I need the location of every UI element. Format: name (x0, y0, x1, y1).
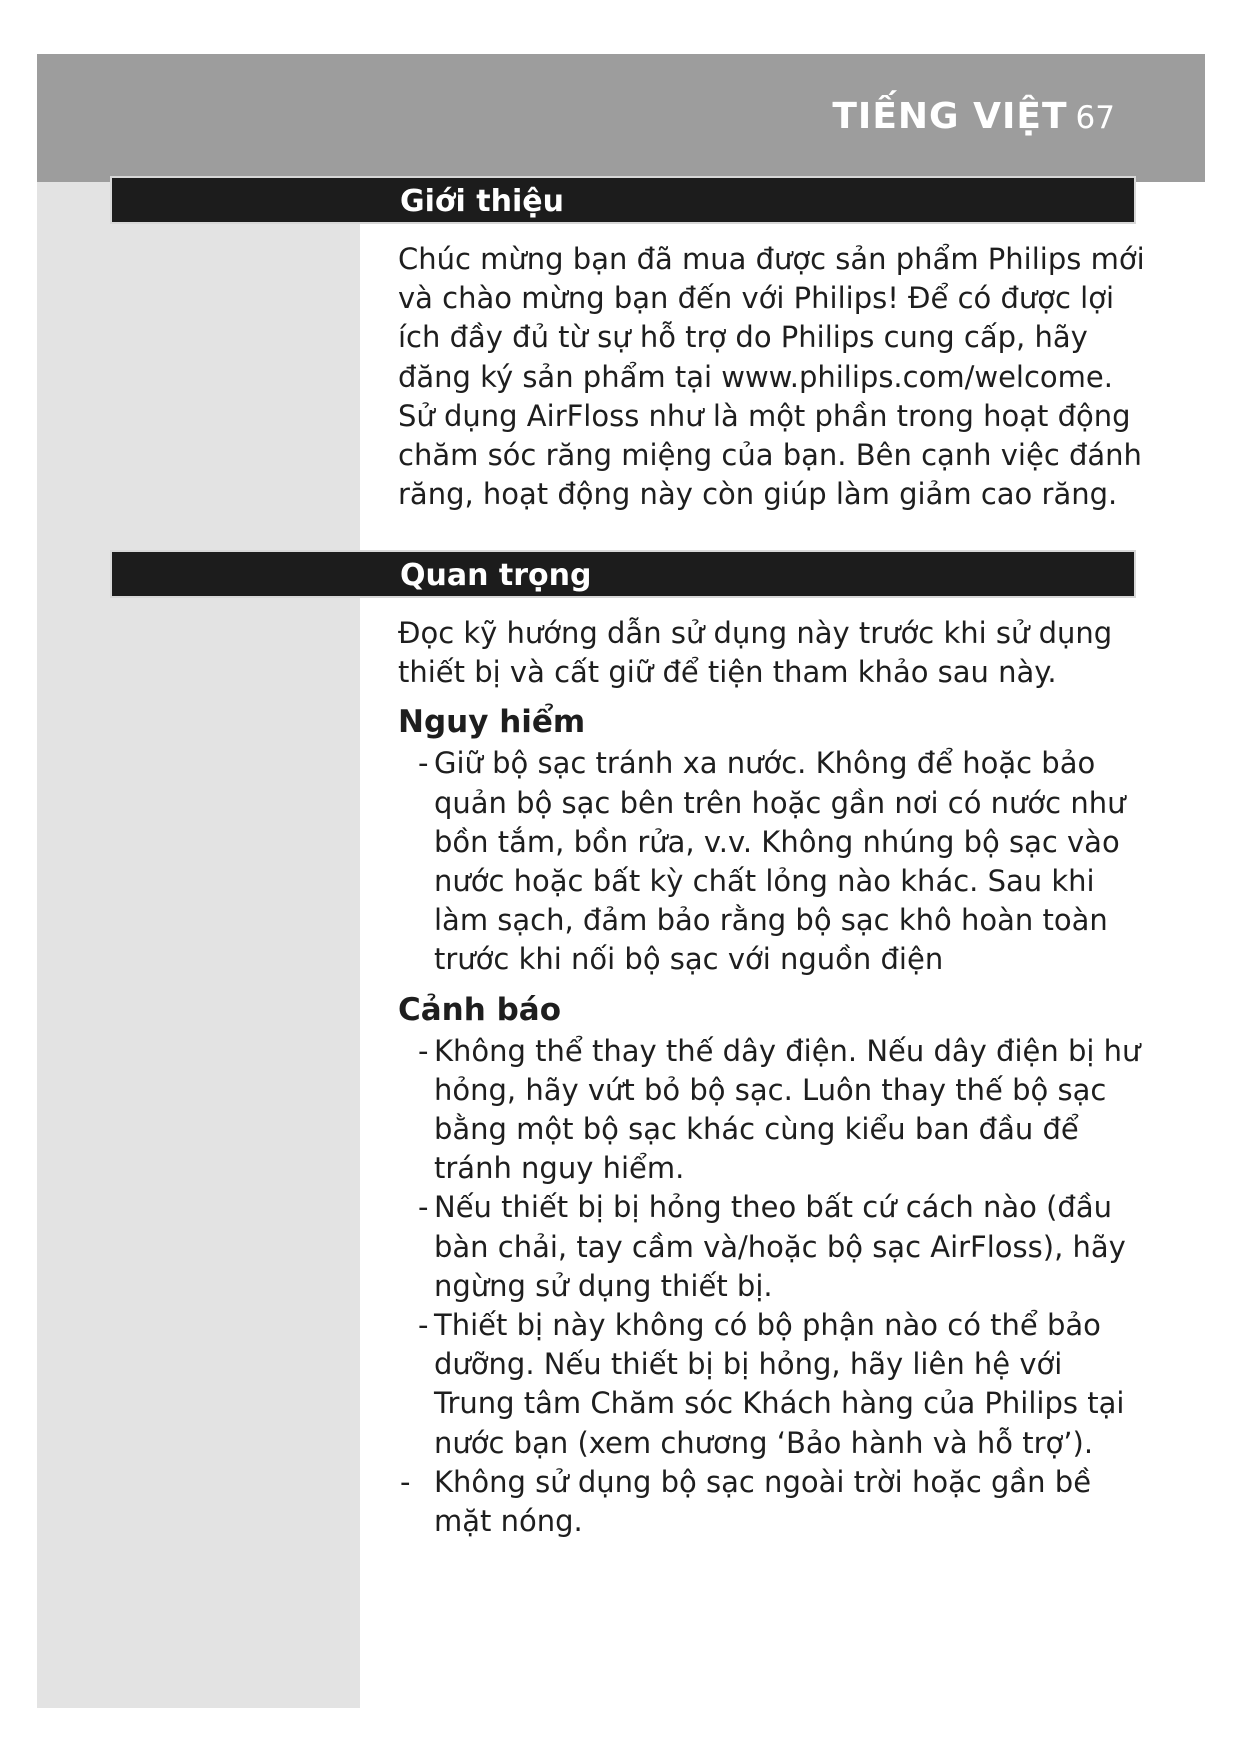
list-item: - Không sử dụng bộ sạc ngoài trời hoặc gần bề mặt nóng. (400, 1464, 1092, 1539)
list-item: - Giữ bộ sạc tránh xa nước. Không để hoặc bảo quản bộ sạc bên trên hoặc gần nơi có nước như bồn tắm, bồn rửa, v.v. Không nhúng bộ sạc vào nước hoặc bất kỳ chất lỏng nào khác. Sau khi làm sạch, đảm bảo rằng bộ sạc khô hoàn toàn trước khi nối bộ sạc với nguồn điện (418, 746, 1126, 977)
section-heading-bar-introduction (110, 176, 1136, 224)
danger-heading: Nguy hiểm (398, 704, 586, 741)
list-item: - Nếu thiết bị bị hỏng theo bất cứ cách nào (đầu bàn chải, tay cầm và/hoặc bộ sạc AirFloss), hãy ngừng sử dụng thiết bị. (418, 1190, 1126, 1303)
dash-bullet: - (418, 746, 429, 781)
paragraph: Sử dụng AirFloss như là một phần trong hoạt động chăm sóc răng miệng của bạn. Bên cạnh việc đánh răng, hoạt động này còn giúp làm giảm cao răng. (398, 398, 1142, 512)
section-heading-bar-important (110, 550, 1136, 598)
list-item: - Thiết bị này không có bộ phận nào có thể bảo dưỡng. Nếu thiết bị bị hỏng, hãy liên hệ với Trung tâm Chăm sóc Khách hàng của Philips tại nước bạn (xem chương ‘Bảo hành và hỗ trợ’). (418, 1308, 1125, 1460)
left-margin-band (37, 182, 360, 1708)
introduction-body (398, 240, 1148, 514)
paragraph: Chúc mừng bạn đã mua được sản phẩm Philips mới và chào mừng bạn đến với Philips! Để có được lợi ích đầy đủ từ sự hỗ trợ do Philips cung cấp, hãy đăng ký sản phẩm tại www.philips.com/welcome. (398, 242, 1145, 394)
section-title: Giới thiệu (400, 184, 564, 219)
dash-bullet: - (418, 1190, 429, 1225)
list-item: - Không thể thay thế dây điện. Nếu dây điện bị hư hỏng, hãy vứt bỏ bộ sạc. Luôn thay thế bộ sạc bằng một bộ sạc khác cùng kiểu ban đầu để tránh nguy hiểm. (418, 1033, 1141, 1186)
page-header (832, 96, 1115, 137)
intro-paragraph: Đọc kỹ hướng dẫn sử dụng này trước khi sử dụng thiết bị và cất giữ để tiện tham khảo sau này. (398, 616, 1113, 690)
warning-list (398, 1032, 1148, 1542)
section-title: Quan trọng (400, 558, 592, 593)
dash-bullet: - (400, 1464, 411, 1499)
important-body (398, 614, 1148, 1541)
page-number: 67 (1075, 100, 1115, 136)
dash-bullet: - (418, 1033, 429, 1068)
warning-heading: Cảnh báo (398, 991, 562, 1028)
language-label: TIẾNG VIỆT (832, 96, 1068, 137)
danger-list (398, 744, 1148, 979)
dash-bullet: - (418, 1308, 429, 1343)
